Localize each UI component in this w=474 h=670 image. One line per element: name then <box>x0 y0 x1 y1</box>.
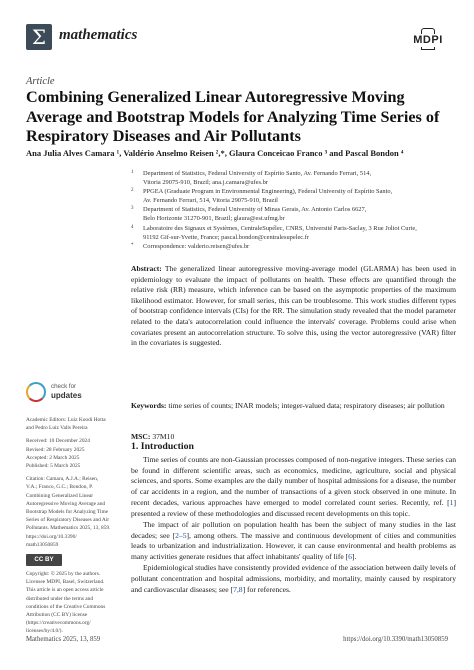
citation-link[interactable]: 2–5 <box>175 530 187 540</box>
license-link[interactable]: (https://creativecommons.org/ <box>26 620 91 627</box>
check-for-updates-button[interactable]: check for updates <box>26 380 116 406</box>
keywords-text: time series of counts; INAR models; integer-valued data; respiratory diseases; air pollution <box>168 401 445 410</box>
introduction-body <box>131 455 456 596</box>
citation: Citation: Camara, A.J.A.; Reisen, V.A.; Franco, G.C.; Bondon, P. Combining Generalized Linear Autoregressive Moving Average and Bootstrap Models for Analyzing Time Series of Respiratory Diseases and Air Pollutants. Mathematics 2025, 13, 859. https://doi.org/10.3390/ math13050859 <box>26 475 124 549</box>
mdpi-logo: MDPI <box>408 28 448 49</box>
paper-title: Combining Generalized Linear Autoregressive Moving Average and Bootstrap Models for Analyzing Time Series of Respiratory Diseases and Air Pollutants <box>26 88 440 145</box>
cc-by-license-icon[interactable]: CC BY <box>26 554 62 566</box>
paragraph: Time series of counts are non-Gaussian processes composed of non-negative integers. These series can be found in different scientific areas, such as economics, medicine, agriculture, social and physical sciences, and sports. Some examples are the daily number of hospital admissions for a disease, the number of car accidents in a region, and the number of transactions of a given stock observed in one minute. In recent decades, various approaches have emerged to model correlated count series. Recently, ref. [1] presented a review of these methodologies and discussed recent developments on this topic. <box>131 455 456 518</box>
affiliations <box>131 170 456 252</box>
keywords <box>131 401 456 412</box>
paragraph: Epidemiological studies have consistently provided evidence of the association between daily levels of pollutant concentration and hospital admissions, morbidity, and mortality, mainly caused by respiratory and cardiovascular diseases; see [7,8] for references. <box>131 563 456 594</box>
abstract-label: Abstract: <box>131 264 162 273</box>
section-heading-introduction: 1. Introduction <box>131 441 194 452</box>
footer-doi-link[interactable]: https://doi.org/10.3390/math13050859 <box>343 636 448 643</box>
footer-journal-ref: Mathematics 2025, 13, 859 <box>26 636 101 643</box>
affiliation-2: 2 PPGEA (Graduate Program in Environmental Engineering), Federal University of Espírito Santo, Av. Fernando Ferrari, 514, Vitoria 29075-910, Brazil <box>131 188 393 205</box>
paragraph: The impact of air pollution on population health has been the subject of many studies in the last decades; see [2–5], among others. The massive and continuous development of cities and communities leads to urbanization and industrialization. However, it can cause environmental and health problems as many activities generate residues that affect inhabitants' quality of life [6]. <box>131 519 456 561</box>
article-sidebar <box>26 416 124 641</box>
journal-header <box>26 24 448 54</box>
check-updates-icon <box>26 382 46 402</box>
author-list: Ana Julia Alves Camara ¹, Valdério Anselmo Reisen ²,*, Glaura Conceicao Franco ³ and Pascal Bondon ⁴ <box>26 148 404 158</box>
correspondence: * Correspondence: valderio.reisen@ufes.br <box>131 242 250 250</box>
journal-logo-icon: Σ <box>26 24 52 50</box>
affiliation-4: 4 Laboratoire des Signaux et Systèmes, CentraleSupélec, CNRS, Université Paris-Saclay, 3 Rue Joliot Curie, 91192 Gif-sur-Yvette, France; pascal.bondon@centralesupelec.fr <box>131 224 417 241</box>
abstract-text: The generalized linear autoregressive moving-average model (GLARMA) has been used in epidemiology to evaluate the impact of pollutants on health. These effects are quantified through the relative risk (RR) measure, which inference can be based on the asymptotic properties of the maximum likelihood estimator. However, for small series, this can be troublesome. This work studies different types of bootstrap confidence intervals (CIs) for the RR. The simulation study revealed that the model parameter related to the data's autocorrelation could influence the intervals' coverage. Problems could arise when covariates present an autocorrelation structure. To solve this, using the vector autoregressive (VAR) filter in the covariates is suggested. <box>131 264 456 348</box>
affiliation-3: 3 Department of Statistics, Federal University of Minas Gerais, Av. Antonio Carlos 6627, Belo Horizonte 31270-901, Brazil; glaura@est.ufmg.br <box>131 206 367 223</box>
publication-dates: Received: 10 December 2024 Revised: 28 February 2025 Accepted: 2 March 2025 Published: 5 March 2025 <box>26 438 90 470</box>
journal-name: mathematics <box>59 27 138 43</box>
academic-editors: Academic Editors: Luiz Koodi Hotta and Pedro Luiz Valls Pereira <box>26 417 106 432</box>
abstract <box>131 264 456 349</box>
citation-doi-link[interactable]: https://doi.org/10.3390/ <box>26 533 77 540</box>
copyright: Copyright: © 2025 by the authors. Licensee MDPI, Basel, Switzerland. This article is an open access article distributed under the terms and conditions of the Creative Commons Attribution (CC BY) license (https://creativecommons.org/ licenses/by/4.0/). <box>26 570 124 636</box>
citation-link[interactable]: 1 <box>449 497 454 507</box>
msc-code: MSC: 37M10 <box>131 432 175 441</box>
citation-link[interactable]: 6 <box>348 551 352 561</box>
article-type: Article <box>26 76 55 87</box>
citation-link[interactable]: 7,8 <box>233 584 243 594</box>
keywords-label: Keywords: <box>131 401 167 410</box>
affiliation-1: 1 Department of Statistics, Federal University of Espírito Santo, Av. Fernando Ferrari, 514, Vitoria 29075-910, Brazil; ana.j.camara@ufes.br <box>131 170 372 186</box>
